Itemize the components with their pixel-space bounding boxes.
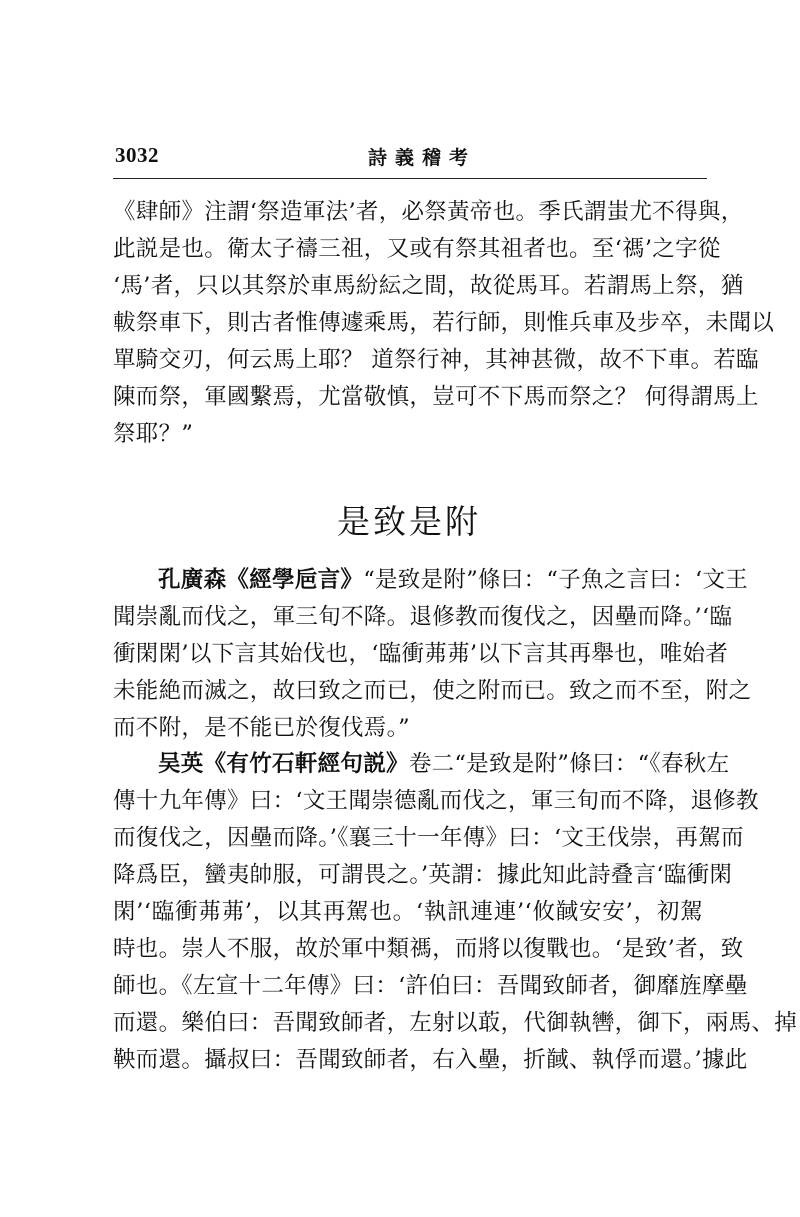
header-rule [113, 178, 707, 179]
text-line: 祭耶？” [113, 421, 194, 447]
author-citation: 孔廣森《經學巵言》 [158, 567, 364, 593]
text-line: 陳而祭，軍國繫焉，尤當敬慎，豈可不下馬而祭之？ 何得謂馬上 [113, 384, 759, 410]
paragraph-continued [113, 194, 775, 453]
text-line: 師也。《左宣十二年傳》曰：‘許伯曰：吾聞致師者，御靡旌摩壘 [113, 973, 748, 999]
text-line: 此説是也。衛太子禱三祖，又或有祭其祖者也。至‘禡’之字從 [113, 236, 721, 262]
running-header [113, 143, 705, 179]
text-run: 卷二“是致是附”條曰：“《春秋左 [408, 751, 730, 777]
text-line: 衝閑閑’以下言其始伐也，‘臨衝茀茀’以下言其再舉也，唯始者 [113, 641, 729, 667]
text-line: 鞅而還。攝叔曰：吾聞致師者，右入壘，折馘、執俘而還。’據此 [113, 1047, 748, 1073]
text-line: 閑’‘臨衝茀茀’，以其再駕也。‘執訊連連’‘攸馘安安’，初駕 [113, 899, 703, 925]
text-line: 而不附，是不能已於復伐焉。” [113, 715, 410, 741]
text-line: 《肆師》注謂‘祭造軍法’者，必祭黃帝也。季氏謂蚩尤不得與， [113, 199, 744, 225]
text-line: 聞崇亂而伐之，軍三旬不降。退修教而復伐之，因壘而降。’‘臨 [113, 604, 733, 630]
author-citation: 吴英《有竹石軒經句説》 [158, 751, 409, 777]
text-line: 而還。樂伯曰：吾聞致師者，左射以菆，代御執轡，御下，兩馬、掉 [113, 1010, 798, 1036]
text-line: 未能絶而滅之，故曰致之而已，使之附而已。致之而不至，附之 [113, 678, 752, 704]
text-line: 而復伐之，因壘而降。’《襄三十一年傳》曰：‘文王伐崇，再駕而 [113, 825, 744, 851]
text-line-first [113, 562, 749, 599]
text-line: 降爲臣，蠻夷帥服，可謂畏之。’英謂：據此知此詩叠言‘臨衝閑 [113, 862, 733, 888]
paragraph-kong [113, 562, 752, 747]
text-line: 時也。崇人不服，故於軍中類禡，而將以復戰也。‘是致’者，致 [113, 936, 744, 962]
text-run: “是致是附”條曰：“子魚之言曰：‘文王 [363, 567, 749, 593]
text-line: 單騎交刃，何云馬上耶？ 道祭行神，其神甚微，故不下車。若臨 [113, 347, 759, 373]
book-title: 詩義稽考 [368, 147, 477, 169]
text-line-first [113, 746, 730, 783]
page-number: 3032 [115, 143, 159, 167]
text-line: 軷祭車下，則古者惟傳遽乘馬，若行師，則惟兵車及步卒，未聞以 [113, 310, 775, 336]
text-line: 傳十九年傳》曰：‘文王聞崇德亂而伐之，軍三旬而不降，退修教 [113, 788, 759, 814]
section-heading: 是致是附 [337, 502, 481, 541]
text-line: ‘馬’者，只以其祭於車馬紛紜之間，故從馬耳。若謂馬上祭，猶 [113, 273, 744, 299]
paragraph-wu [113, 746, 798, 1079]
